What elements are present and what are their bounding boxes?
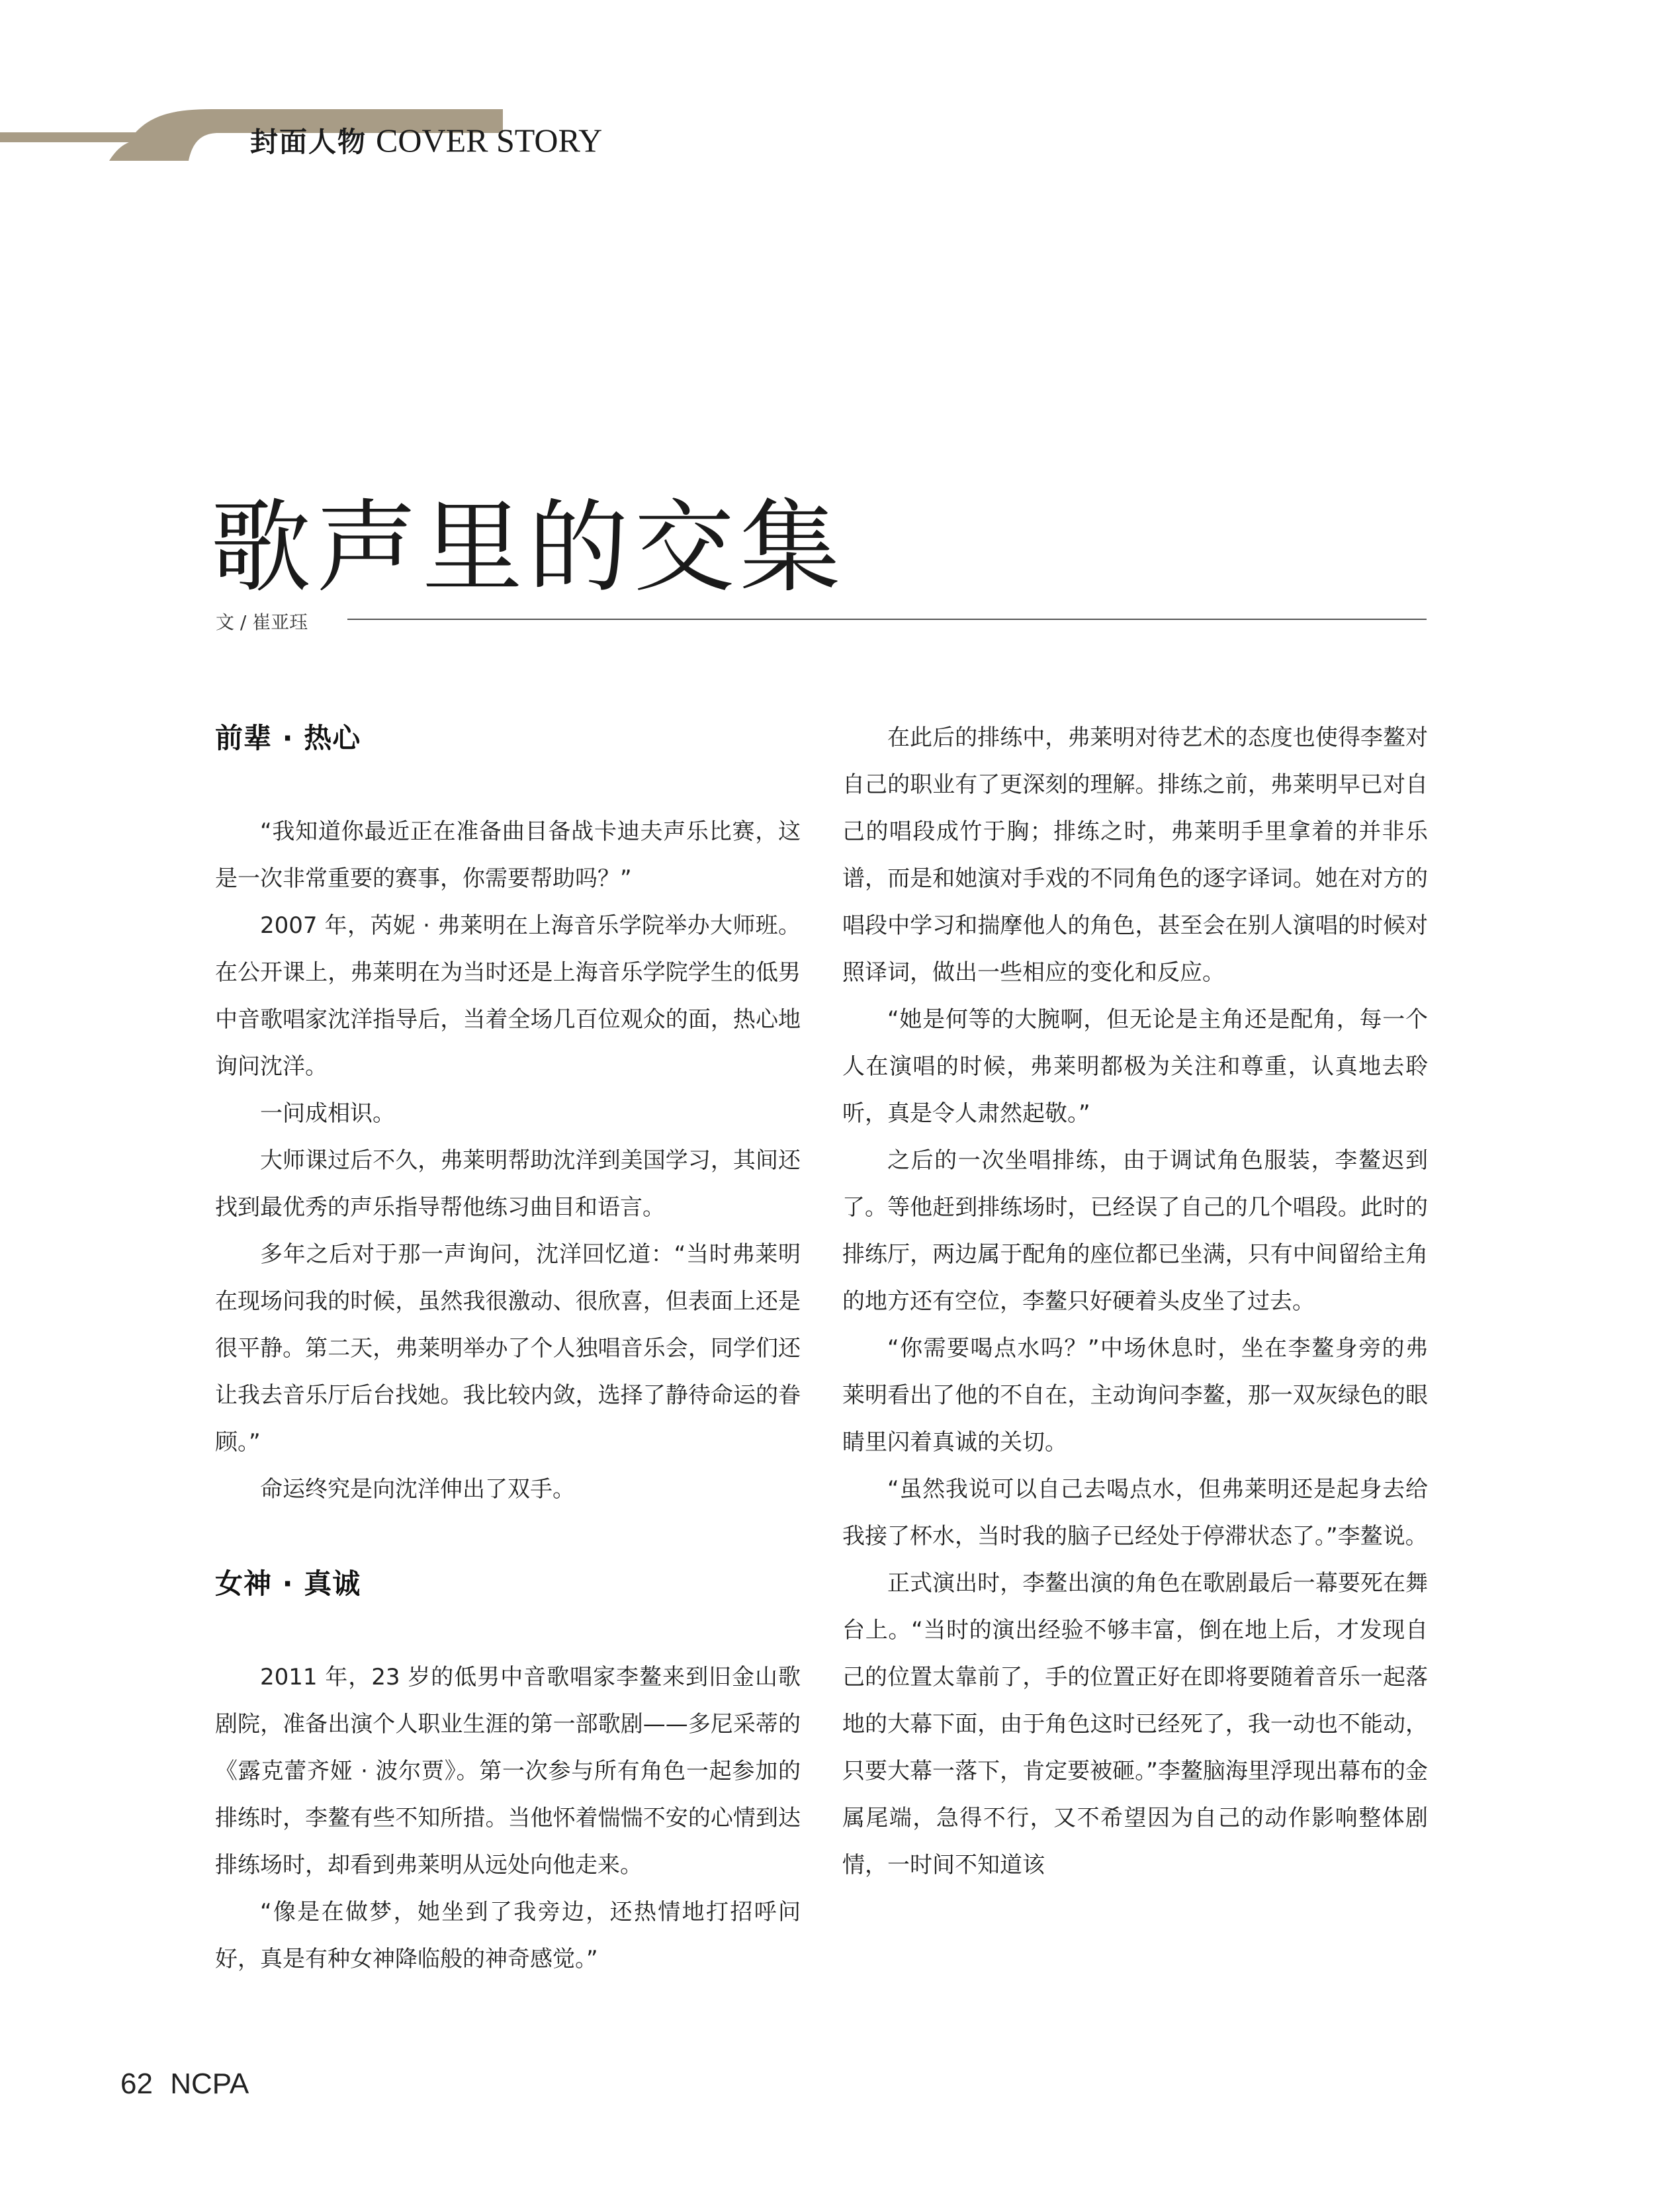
body-paragraph: 2011 年，23 岁的低男中音歌唱家李鳌来到旧金山歌剧院，准备出演个人职业生涯的第一部歌剧——多尼采蒂的《露克蕾齐娅 · 波尔贾》。第一次参与所有角色一起参加的排练时，李鳌有些不知所措。当他怀着惴惴不安的心情到达排练场时，却看到弗莱明从远处向他走来。	[215, 1664, 801, 1878]
article-title: 歌声里的交集	[210, 488, 846, 606]
byline-divider	[347, 619, 1427, 620]
section-heading: 前辈 · 热心	[215, 722, 361, 754]
body-paragraph: “她是何等的大腕啊，但无论是主角还是配角，每一个人在演唱的时候，弗莱明都极为关注和尊重，认真地去聆听，真是令人肃然起敬。”	[842, 1006, 1428, 1127]
body-paragraph: 多年之后对于那一声询问，沈洋回忆道：“当时弗莱明在现场问我的时候，虽然我很激动、很欣喜，但表面上还是很平静。第二天，弗莱明举办了个人独唱音乐会，同学们还让我去音乐厅后台找她。我比较内敛，选择了静待命运的眷顾。”	[215, 1241, 801, 1456]
section-header	[250, 120, 602, 160]
body-paragraph: “虽然我说可以自己去喝点水，但弗莱明还是起身去给我接了杯水，当时我的脑子已经处于停滞状态了。”李鳌说。	[842, 1476, 1428, 1550]
section-label-cn: 封面人物	[250, 126, 367, 158]
body-paragraph: “我知道你最近正在准备曲目备战卡迪夫声乐比赛，这是一次非常重要的赛事，你需要帮助吗？”	[215, 818, 801, 892]
left-column	[215, 715, 801, 1983]
body-paragraph: 大师课过后不久，弗莱明帮助沈洋到美国学习，其间还找到最优秀的声乐指导帮他练习曲目和语言。	[215, 1147, 801, 1221]
right-column	[842, 715, 1428, 1889]
page-number: 62	[120, 2068, 153, 2100]
body-paragraph: “像是在做梦，她坐到了我旁边，还热情地打招呼问好，真是有种女神降临般的神奇感觉。”	[215, 1899, 801, 1972]
body-paragraph: 命运终究是向沈洋伸出了双手。	[260, 1476, 575, 1503]
body-paragraph: 一问成相识。	[260, 1100, 395, 1127]
body-paragraph: 在此后的排练中，弗莱明对待艺术的态度也使得李鳌对自己的职业有了更深刻的理解。排练之前，弗莱明早已对自己的唱段成竹于胸；排练之时，弗莱明手里拿着的并非乐谱，而是和她演对手戏的不同角色的逐字译词。她在对方的唱段中学习和揣摩他人的角色，甚至会在别人演唱的时候对照译词，做出一些相应的变化和反应。	[842, 724, 1428, 986]
magazine-name: NCPA	[170, 2068, 249, 2100]
body-paragraph: 之后的一次坐唱排练，由于调试角色服装，李鳌迟到了。等他赶到排练场时，已经误了自己的几个唱段。此时的排练厅，两边属于配角的座位都已坐满，只有中间留给主角的地方还有空位，李鳌只好硬着头皮坐了过去。	[842, 1147, 1428, 1315]
author-byline: 文 / 崔亚珏	[216, 611, 308, 633]
section-heading: 女神 · 真诚	[215, 1567, 361, 1600]
body-paragraph: “你需要喝点水吗？”中场休息时，坐在李鳌身旁的弗莱明看出了他的不自在，主动询问李鳌，那一双灰绿色的眼睛里闪着真诚的关切。	[842, 1335, 1428, 1456]
body-paragraph: 正式演出时，李鳌出演的角色在歌剧最后一幕要死在舞台上。“当时的演出经验不够丰富，倒在地上后，才发现自己的位置太靠前了，手的位置正好在即将要随着音乐一起落地的大幕下面，由于角色这时已经死了，我一动也不能动，只要大幕一落下，肯定要被砸。”李鳌脑海里浮现出幕布的金属尾端，急得不行，又不希望因为自己的动作影响整体剧情，一时间不知道该	[842, 1570, 1428, 1878]
page-footer	[120, 2068, 249, 2101]
section-label-en: COVER STORY	[376, 122, 603, 159]
body-paragraph: 2007 年，芮妮 · 弗莱明在上海音乐学院举办大师班。在公开课上，弗莱明在为当时还是上海音乐学院学生的低男中音歌唱家沈洋指导后，当着全场几百位观众的面，热心地询问沈洋。	[215, 912, 801, 1080]
